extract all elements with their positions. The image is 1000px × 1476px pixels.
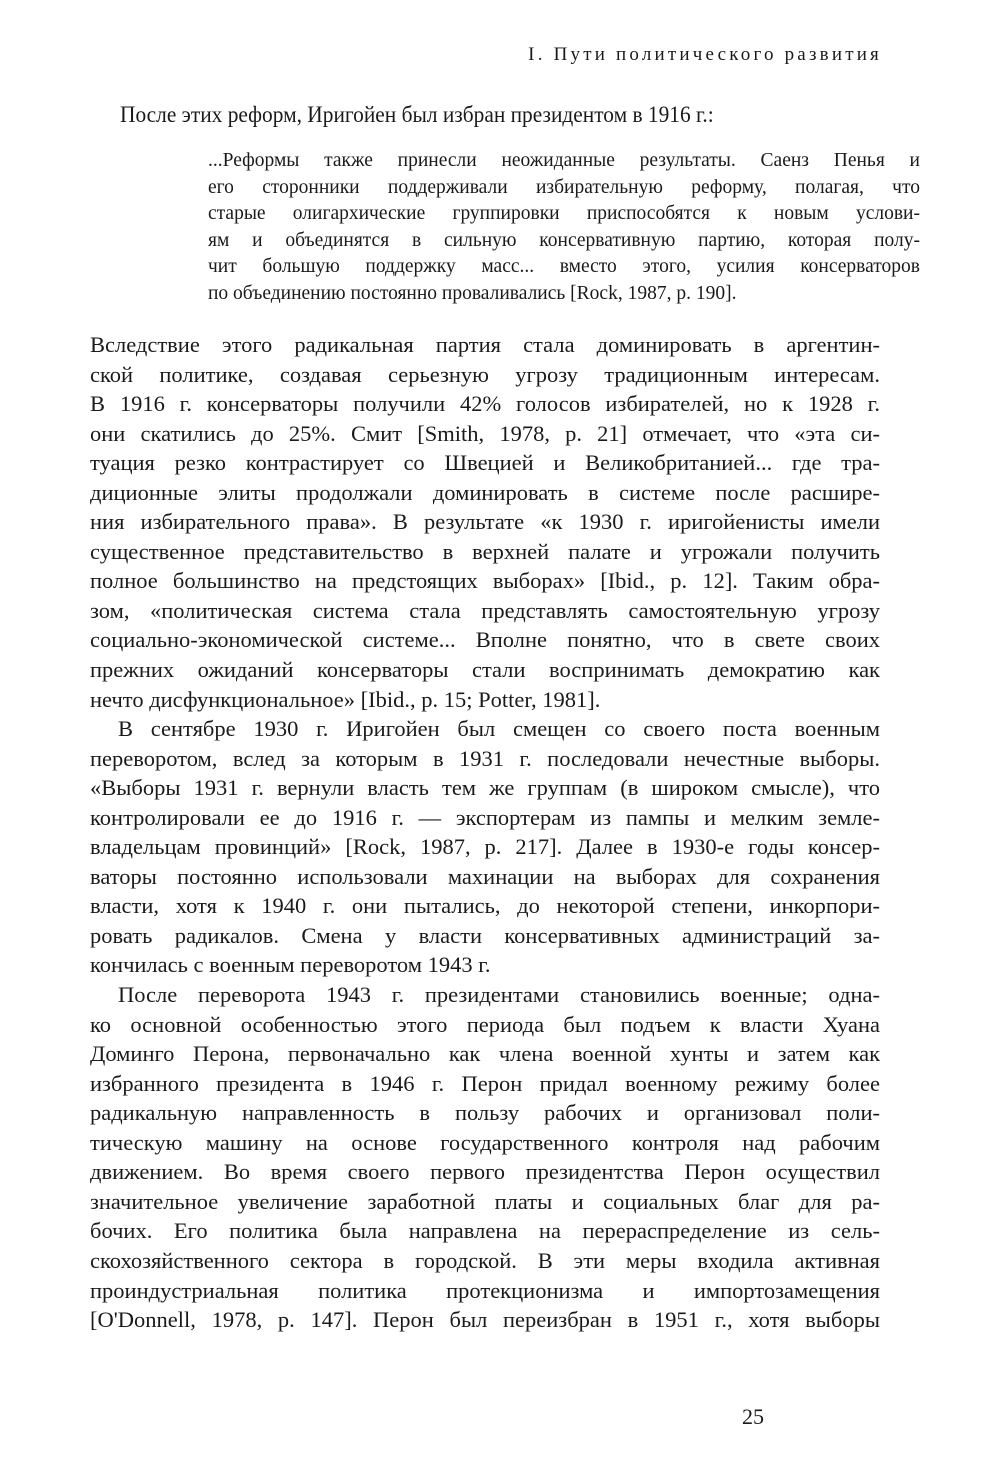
quote-line: ям и объединятся в сильную консервативную партию, которая полу- bbox=[208, 229, 920, 251]
text-line: [O'Donnell, 1978, p. 147]. Перон был переизбран в 1951 г., хотя выборы bbox=[90, 1307, 880, 1333]
text-line: контролировали ее до 1916 г. — экспортерам из пампы и мелким земле- bbox=[90, 804, 880, 830]
text-line: нечто дисфункциональное» [Ibid., p. 15; Potter, 1981]. bbox=[90, 686, 601, 712]
text-line: скохозяйственного сектора в городской. В эти меры входила активная bbox=[90, 1247, 880, 1273]
text-line: власти, хотя к 1940 г. они пытались, до некоторой степени, инкорпори- bbox=[90, 893, 880, 919]
text-line: проиндустриальная политика протекционизма и импортозамещения bbox=[90, 1277, 880, 1303]
text-line: социально-экономической системе... Вполне понятно, что в свете своих bbox=[90, 627, 880, 653]
quote-line: по объединению постоянно проваливались [Rock, 1987, p. 190]. bbox=[208, 282, 737, 304]
paragraph-1 bbox=[90, 330, 880, 714]
page-number: 25 bbox=[742, 1404, 764, 1429]
text-line: прежних ожиданий консерваторы стали воспринимать демократию как bbox=[90, 657, 880, 683]
block-quote bbox=[208, 148, 920, 308]
text-line: движением. Во время своего первого президентства Перон осуществил bbox=[90, 1159, 880, 1185]
text-line: Доминго Перона, первоначально как члена военной хунты и затем как bbox=[90, 1041, 880, 1067]
text-line: кончилась с военным переворотом 1943 г. bbox=[90, 952, 491, 978]
quote-line: чит большую поддержку масс... вместо этого, усилия консерваторов bbox=[208, 256, 920, 278]
text-line: ровать радикалов. Смена у власти консервативных администраций за- bbox=[90, 922, 880, 948]
text-line: владельцам провинций» [Rock, 1987, p. 217]. Далее в 1930-е годы консер- bbox=[90, 834, 880, 860]
text-line: бочих. Его политика была направлена на перераспределение из сель- bbox=[90, 1218, 880, 1244]
body-text bbox=[90, 330, 880, 1335]
text-line: В сентябре 1930 г. Иригойен был смещен со своего поста военным bbox=[118, 716, 880, 742]
text-line: ской политике, создавая серьезную угрозу традиционным интересам. bbox=[90, 361, 880, 387]
text-line: диционные элиты продолжали доминировать в системе после расшире- bbox=[90, 479, 880, 505]
text-line: значительное увеличение заработной платы и социальных благ для ра- bbox=[90, 1188, 880, 1214]
text-line: «Выборы 1931 г. вернули власть тем же группам (в широком смысле), что bbox=[90, 775, 880, 801]
paragraph-2 bbox=[90, 714, 880, 980]
text-line: В 1916 г. консерваторы получили 42% голосов избирателей, но к 1928 г. bbox=[90, 391, 880, 417]
text-line: Вследствие этого радикальная партия стала доминировать в аргентин- bbox=[90, 332, 880, 357]
paragraph-3 bbox=[90, 980, 880, 1335]
text-line: зом, «политическая система стала представлять самостоятельную угрозу bbox=[90, 597, 880, 623]
quote-line: его сторонники поддерживали избирательную реформу, полагая, что bbox=[208, 176, 920, 198]
intro-line: После этих реформ, Иригойен был избран президентом в 1916 г.: bbox=[120, 102, 714, 127]
text-line: ваторы постоянно использовали махинации на выборах для сохранения bbox=[90, 863, 880, 889]
text-line: существенное представительство в верхней палате и угрожали получить bbox=[90, 538, 880, 564]
text-line: они скатились до 25%. Смит [Smith, 1978, p. 21] отмечает, что «эта си- bbox=[90, 420, 880, 446]
text-line: ко основной особенностью этого периода был подъем к власти Хуана bbox=[90, 1011, 880, 1037]
text-line: туация резко контрастирует со Швецией и Великобританией... где тра- bbox=[90, 450, 880, 476]
text-line: тическую машину на основе государственного контроля над рабочим bbox=[90, 1129, 880, 1155]
text-line: ния избирательного права». В результате «к 1930 г. иригойенисты имели bbox=[90, 509, 880, 535]
quote-line: старые олигархические группировки приспособятся к новым услови- bbox=[208, 203, 920, 225]
text-line: После переворота 1943 г. президентами становились военные; одна- bbox=[118, 982, 880, 1008]
text-line: избранного президента в 1946 г. Перон придал военному режиму более bbox=[90, 1070, 880, 1096]
text-line: полное большинство на предстоящих выборах» [Ibid., p. 12]. Таким обра- bbox=[90, 568, 880, 594]
quote-line: ...Реформы также принесли неожиданные результаты. Саенз Пенья и bbox=[208, 150, 920, 171]
running-header: I. Пути политического развития bbox=[528, 44, 882, 65]
text-line: радикальную направленность в пользу рабочих и организовал поли- bbox=[90, 1100, 880, 1126]
text-line: переворотом, вслед за которым в 1931 г. последовали нечестные выборы. bbox=[90, 745, 880, 771]
